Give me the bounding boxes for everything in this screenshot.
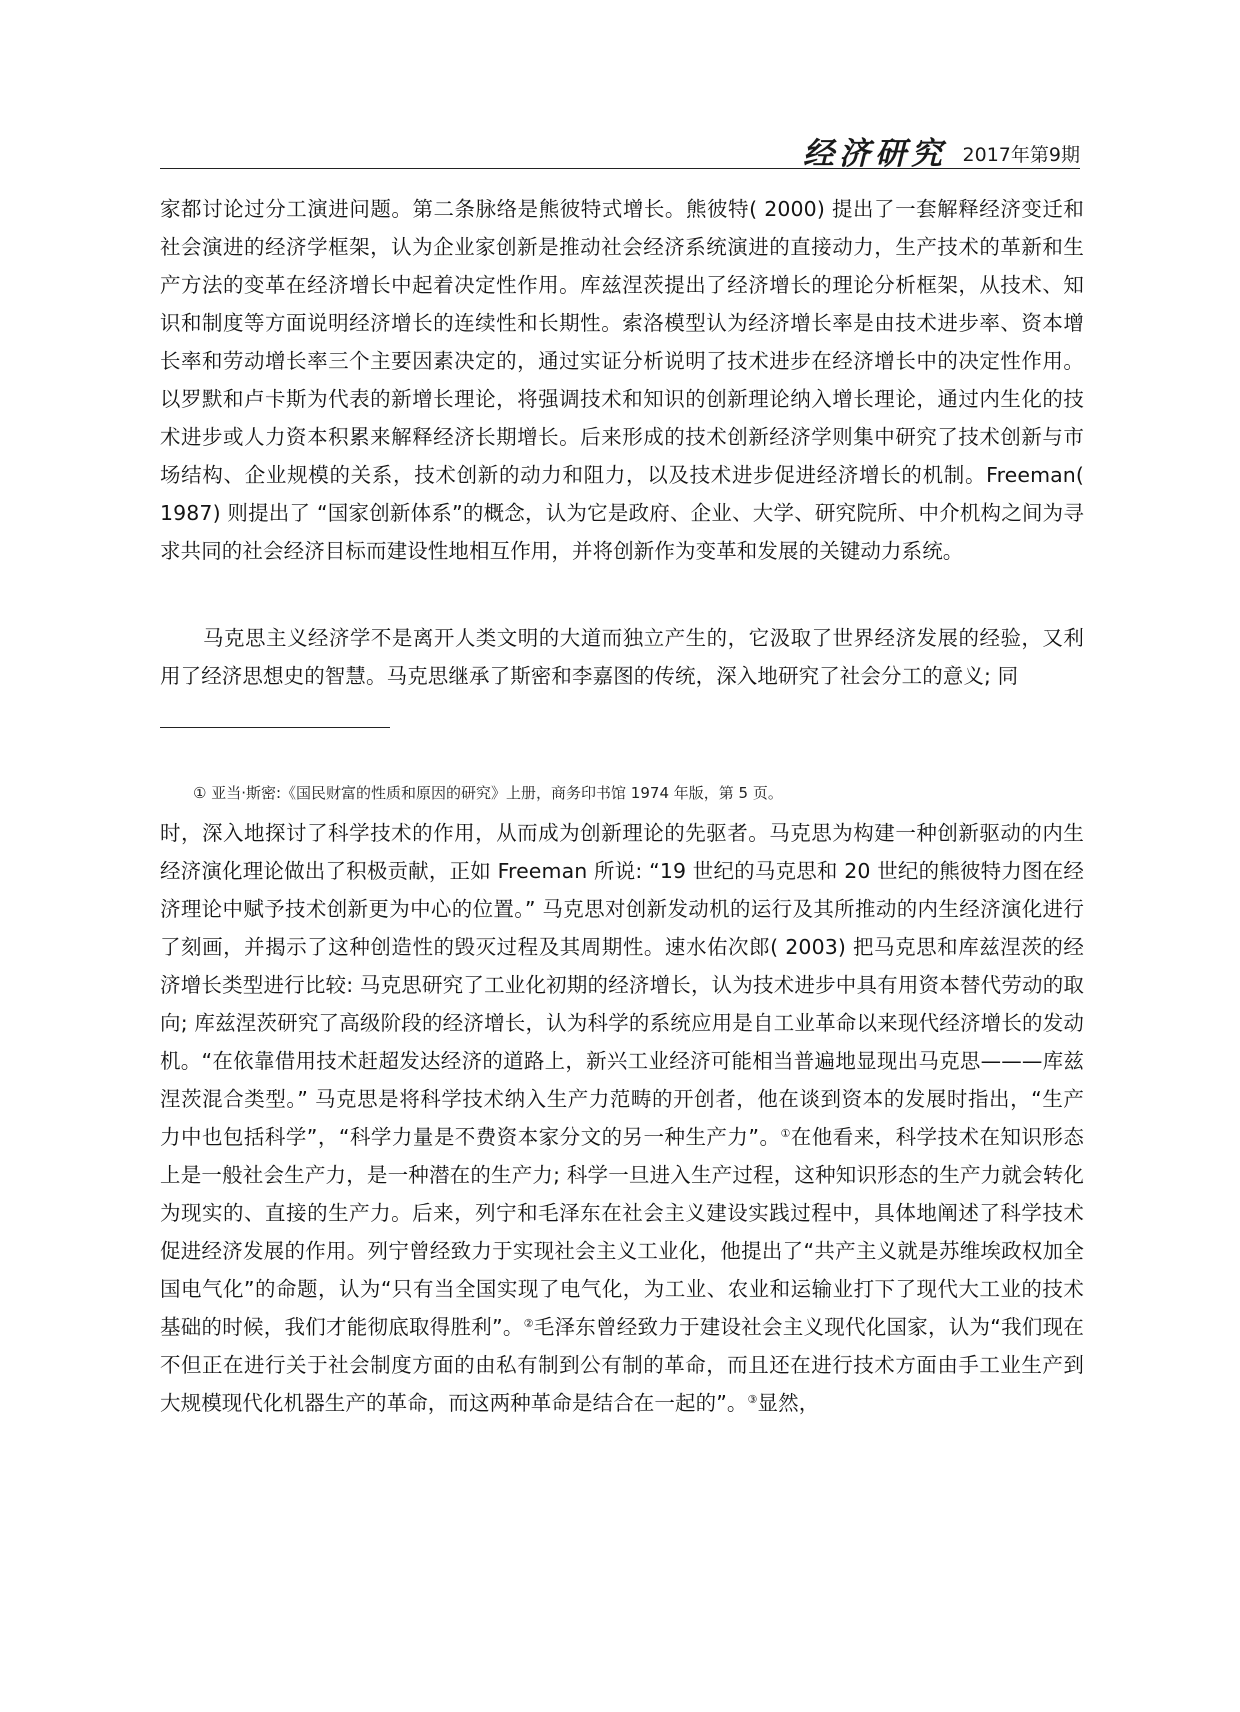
journal-logo: 经济研究 [803,136,947,172]
issue-label: 2017年第9期 [962,144,1080,166]
footnote-ref-1: ① [780,1127,791,1140]
page-header [160,136,1080,172]
footnote-ref-3: ③ [747,1393,758,1406]
paragraph-3-part-c: 毛泽东曾经致力于建设社会主义现代化国家，认为“我们现在不但正在进行关于社会制度方面的由私有制到公有制的革命，而且还在进行技术方面由手工业生产到大规模现代化机器生产的革命，而这两种革命是结合在一起的”。 [160,1315,1085,1415]
paragraph-3 [160,814,1084,1422]
footnote-ref-2: ② [523,1317,534,1330]
paragraph-1: 家都讨论过分工演进问题。第二条脉络是熊彼特式增长。熊彼特( 2000) 提出了一套解释经济变迁和社会演进的经济学框架，认为企业家创新是推动社会经济系统演进的直接动力，生产技术的革新和生产方法的变革在经济增长中起着决定性作用。库兹涅茨提出了经济增长的理论分析框架，从技术、知识和制度等方面说明经济增长的连续性和长期性。索洛模型认为经济增长率是由技术进步率、资本增长率和劳动增长率三个主要因素决定的，通过实证分析说明了技术进步在经济增长中的决定性作用。以罗默和卢卡斯为代表的新增长理论，将强调技术和知识的创新理论纳入增长理论，通过内生化的技术进步或人力资本积累来解释经济长期增长。后来形成的技术创新经济学则集中研究了技术创新与市场结构、企业规模的关系，技术创新的动力和阻力，以及技术进步促进经济增长的机制。Freeman( 1987) 则提出了 “国家创新体系”的概念，认为它是政府、企业、大学、研究院所、中介机构之间为寻求共同的社会经济目标而建设性地相互作用，并将创新作为变革和发展的关键动力系统。 [160,197,1084,563]
paragraph-3-part-a: 时，深入地探讨了科学技术的作用，从而成为创新理论的先驱者。马克思为构建一种创新驱动的内生经济演化理论做出了积极贡献，正如 Freeman 所说: “19 世纪的马克思和 20 世纪的熊彼特力图在经济理论中赋予技术创新更为中心的位置。” 马克思对创新发动机的运行及其所推动的内生经济演化进行了刻画，并揭示了这种创造性的毁灭过程及其周期性。速水佑次郎( 2003) 把马克思和库兹涅茨的经济增长类型进行比较: 马克思研究了工业化初期的经济增长，认为技术进步中具有用资本替代劳动的取向; 库兹涅茨研究了高级阶段的经济增长，认为科学的系统应用是自工业革命以来现代经济增长的发动机。“在依靠借用技术赶超发达经济的道路上，新兴工业经济可能相当普遍地显现出马克思———库兹涅茨混合类型。” 马克思是将科学技术纳入生产力范畴的开创者，他在谈到资本的发展时指出，“生产力中也包括科学”，“科学力量是不费资本家分文的另一种生产力”。 [160,821,1084,1149]
footnote-divider [160,727,390,728]
paragraph-3-part-d: 显然， [757,1391,820,1415]
paragraph-2: 马克思主义经济学不是离开人类文明的大道而独立产生的，它汲取了世界经济发展的经验，又利用了经济思想史的智慧。马克思继承了斯密和李嘉图的传统，深入地研究了社会分工的意义; 同 [160,626,1084,688]
paragraph-3-part-b: 在他看来，科学技术在知识形态上是一般社会生产力，是一种潜在的生产力; 科学一旦进入生产过程，这种知识形态的生产力就会转化为现实的、直接的生产力。后来，列宁和毛泽东在社会主义建设实践过程中，具体地阐述了科学技术促进经济发展的作用。列宁曾经致力于实现社会主义工业化，他提出了“共产主义就是苏维埃政权加全国电气化”的命题，认为“只有当全国实现了电气化，为工业、农业和运输业打下了现代大工业的技术基础的时候，我们才能彻底取得胜利”。 [160,1125,1084,1339]
footnote-1: ① 亚当·斯密:《国民财富的性质和原因的研究》上册，商务印书馆 1974 年版，第 5 页。 [193,784,783,802]
